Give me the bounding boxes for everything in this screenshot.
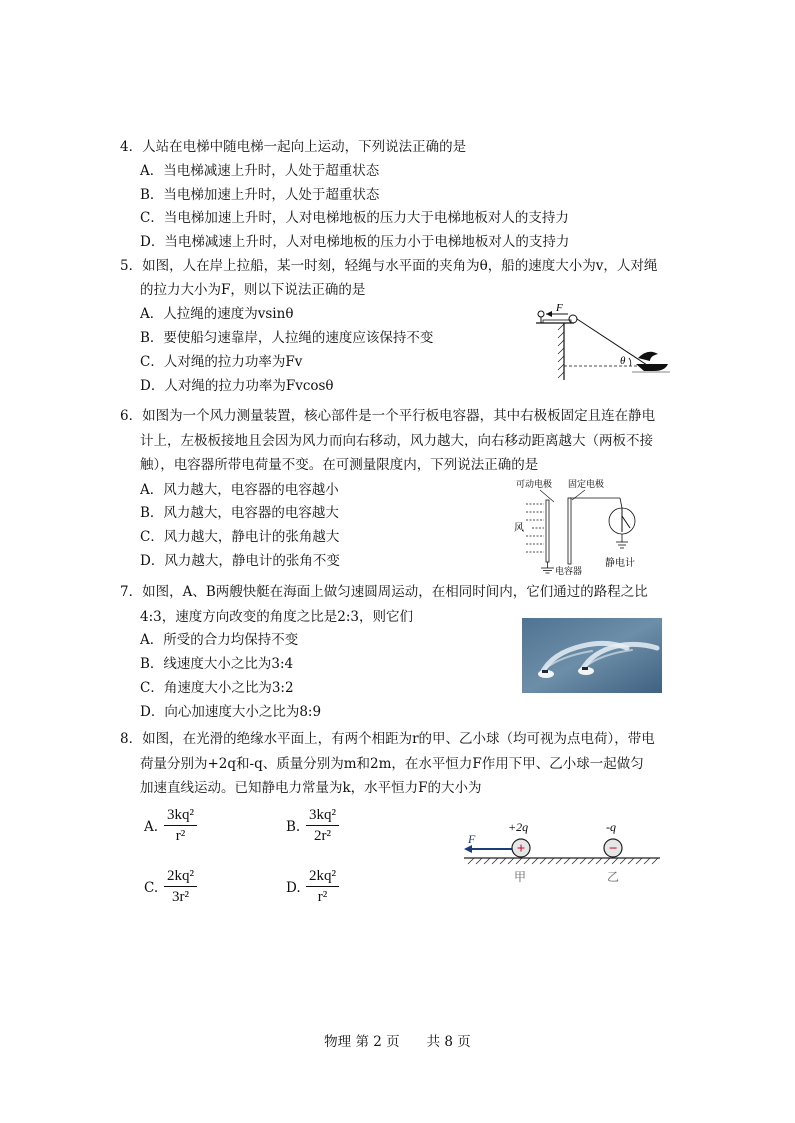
- q5-option-b: B．要使船匀速靠岸，人拉绳的速度应该保持不变: [140, 330, 434, 346]
- minus-sign: −: [608, 841, 618, 857]
- wind-label: 风: [514, 523, 524, 534]
- q8-stem-line3: 加速直线运动。已知静电力常量为k，水平恒力F的大小为: [140, 780, 482, 796]
- q8-option-b-numerator: 3kq²: [306, 805, 339, 826]
- q5-option-a: A．人拉绳的速度为vsinθ: [140, 306, 294, 322]
- q4-option-a: A．当电梯减速上升时，人处于超重状态: [140, 163, 380, 179]
- boat-pulling-figure: [532, 298, 672, 382]
- charge-b-label: -q: [606, 820, 616, 834]
- q5-angle-label: θ: [620, 355, 626, 367]
- q8-force-label: F: [468, 832, 476, 846]
- q7-option-c: C．角速度大小之比为3:2: [140, 680, 294, 696]
- fixed-plate-label: 固定电极: [568, 479, 605, 489]
- q7-option-d: D．向心加速度大小之比为8:9: [140, 704, 322, 720]
- q6-stem-line3: 触），电容器所带电荷量不变。在可测量限度内，下列说法正确的是: [140, 457, 539, 473]
- speedboats-photo: [522, 618, 662, 693]
- q5-option-c: C．人对绳的拉力功率为Fv: [140, 354, 303, 370]
- q8-option-a-label: A.: [144, 819, 159, 835]
- charge-a-label: +2q: [508, 820, 529, 834]
- q5-force-label: F: [556, 302, 563, 314]
- q8-option-d-label: D.: [286, 880, 301, 896]
- electrometer-label: 静电计: [605, 558, 635, 569]
- wind-capacitor-figure: [510, 476, 650, 576]
- q8-option-b-fraction: [306, 805, 339, 846]
- q8-option-d-denominator: r²: [317, 889, 328, 905]
- q4-option-c: C．当电梯加速上升时，人对电梯地板的压力大于电梯地板对人的支持力: [140, 210, 569, 226]
- q4-stem: 4．人站在电梯中随电梯一起向上运动，下列说法正确的是: [120, 139, 467, 155]
- q7-option-b: B．线速度大小之比为3:4: [140, 656, 294, 672]
- q6-stem-line2: 计上，左极板接地且会因为风力而向右移动，风力越大，向右移动距离越大（两板不接: [140, 433, 653, 449]
- capacitor-label: 电容器: [555, 566, 583, 576]
- movable-plate-label: 可动电极: [516, 479, 553, 489]
- q8-option-c-label: C.: [144, 880, 159, 896]
- q8-option-c-denominator: 3r²: [172, 889, 189, 905]
- q8-stem-line2: 荷量分别为+2q和-q、质量分别为m和2m，在水平恒力F作用下甲、乙小球一起做匀: [140, 756, 644, 772]
- q6-option-d: D．风力越大，静电计的张角不变: [140, 553, 340, 569]
- q8-option-b-denominator: 2r²: [314, 828, 331, 844]
- q8-option-c-numerator: 2kq²: [164, 866, 197, 887]
- q8-option-b-label: B.: [286, 819, 301, 835]
- ball-b-label: 乙: [607, 870, 620, 884]
- q7-stem-line1: 7．如图，A、B两艘快艇在海面上做匀速圆周运动，在相同时间内，它们通过的路程之比: [120, 584, 648, 600]
- q8-option-a-denominator: r²: [175, 828, 186, 844]
- q4-option-d: D．当电梯减速上升时，人对电梯地板的压力小于电梯地板对人的支持力: [140, 234, 570, 250]
- q5-stem-line1: 5．如图，人在岸上拉船，某一时刻，轻绳与水平面的夹角为θ，船的速度大小为v，人对绳: [120, 258, 658, 274]
- charged-balls-figure: [462, 818, 662, 888]
- q7-stem-line2: 4:3，速度方向改变的角度之比是2:3，则它们: [140, 609, 413, 625]
- q8-option-a-fraction: [164, 805, 197, 846]
- q8-option-d-fraction: [306, 866, 339, 907]
- q8-option-c-fraction: [164, 866, 197, 907]
- plus-sign: +: [516, 841, 526, 857]
- q5-option-d: D．人对绳的拉力功率为Fvcosθ: [140, 378, 334, 394]
- q5-stem-line2: 的拉力大小为F，则以下说法正确的是: [140, 282, 366, 298]
- q4-option-b: B．当电梯加速上升时，人处于超重状态: [140, 187, 380, 203]
- q8-option-a-numerator: 3kq²: [164, 805, 197, 826]
- q6-option-b: B．风力越大，电容器的电容越大: [140, 505, 339, 521]
- q8-option-d-numerator: 2kq²: [306, 866, 339, 887]
- q6-option-a: A．风力越大，电容器的电容越小: [140, 482, 339, 498]
- q7-option-a: A．所受的合力均保持不变: [140, 632, 299, 648]
- ball-a-label: 甲: [514, 870, 527, 884]
- q6-option-c: C．风力越大，静电计的张角越大: [140, 529, 340, 545]
- q8-stem-line1: 8．如图，在光滑的绝缘水平面上，有两个相距为r的甲、乙小球（均可视为点电荷），带电: [120, 731, 655, 747]
- q6-stem-line1: 6．如图为一个风力测量装置，核心部件是一个平行板电容器，其中右极板固定且连在静电: [120, 408, 656, 424]
- page-footer: 物理 第 2 页 共 8 页: [324, 1034, 471, 1050]
